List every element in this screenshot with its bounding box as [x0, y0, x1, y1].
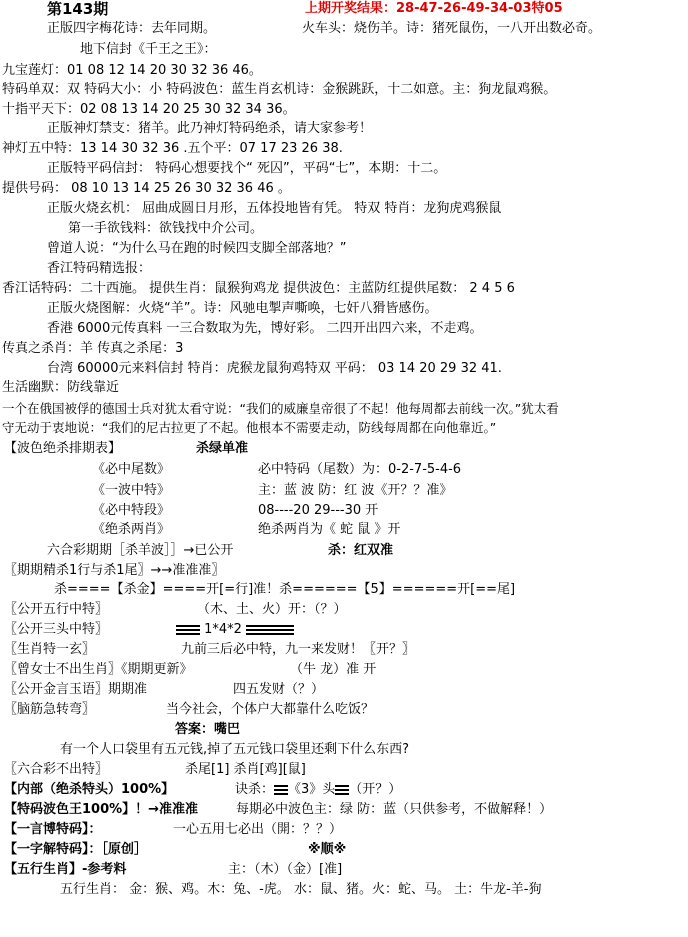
sha-lv-label: 杀绿单准: [196, 441, 249, 456]
row-value: 九前三后必中特，九一来发财！〖开？〗: [181, 642, 416, 657]
row-label: 〖公开金言玉语〗期期准: [4, 682, 148, 697]
text-line: 第一手欲钱料：欲钱找中介公司。: [68, 221, 264, 236]
row-value: （木、土、火）开：（？）: [197, 602, 347, 617]
row-label: 〖生肖特一玄〗: [4, 642, 96, 657]
row-value: 一心五用七必出（開：？？）: [173, 822, 343, 837]
row-value: [235, 782, 401, 798]
text-line: 九宝莲灯：01 08 12 14 20 30 32 36 46。: [2, 63, 262, 78]
text-line: 有一个人口袋里有五元钱,掉了五元钱口袋里还剩下什么东西?: [60, 742, 410, 757]
text-line: 地下信封《千王之王》：: [80, 42, 217, 57]
text-line: 香江话特码：二十西施。 提供生肖：鼠猴狗鸡龙 提供波色：主蓝防红提供尾数： 2 4 5 6: [2, 281, 515, 296]
head-value: 《3》头: [288, 782, 336, 797]
row-value: [176, 622, 294, 638]
text-line: 〖期期精杀1行与杀1尾〗→→准准准〗: [4, 563, 225, 578]
row-value: 必中特码（尾数）为：0-2-7-5-4-6: [258, 462, 462, 477]
text-line: 正版火烧玄机： 屈曲成圆日月形，五体投地皆有凭。 特双 特肖：龙狗虎鸡猴鼠: [47, 201, 502, 216]
text-line: 生活幽默：防线靠近: [2, 380, 120, 395]
text-line: 香江特码精选报：: [47, 261, 152, 276]
text-line: 正版火烧图解：火烧“羊”。诗：风驰电掣声嘶唤，七奸八猾皆感伤。: [47, 301, 438, 316]
row-label: 《必中特段》: [92, 503, 171, 518]
row-value: 杀尾[1] 杀肖[鸡][鼠]: [185, 762, 306, 777]
row-label: 〖公开五行中特〗: [4, 602, 109, 617]
bose-title: 【波色绝杀排期表】: [4, 441, 122, 456]
row-value: （牛 龙）准 开: [290, 662, 377, 677]
row-value: 每期必中波色主：绿 防：蓝（只供参考，不做解释！）: [236, 802, 553, 817]
row-label: 【一言博特码】：: [4, 822, 102, 837]
sha-hs-label: 杀：红双准: [328, 543, 394, 558]
row-value: 08----20 29---30 开: [258, 503, 379, 518]
row-label: 《一波中特》: [92, 483, 171, 498]
text-line: 特码单双：双 特码大小：小 特码波色：蓝生肖玄机诗：金猴跳跃，十二如意。主：狗龙鼠鸡猴。: [2, 82, 557, 97]
bar-icon: [246, 623, 270, 637]
open-status: （开？）: [349, 782, 402, 797]
row-label: 〖六合彩不出特〗: [4, 762, 109, 777]
bar-icon: [176, 623, 200, 637]
text-line: 传真之杀肖：羊 传真之杀尾：3: [2, 341, 184, 356]
row-value: 主：（木）（金）[准]: [228, 862, 343, 877]
text-line: 香港 6000元传真料 一三合数取为先，博好彩。 二四开出四六来，不走鸡。: [47, 321, 483, 336]
row-label: 【内部（绝杀特头）100%】: [4, 782, 175, 797]
bar-icon: [335, 783, 349, 797]
row-label: 【五行生肖】-参考料: [4, 862, 127, 877]
text-line: 曾道人说：“为什么马在跑的时候四支脚全部落地？”: [47, 241, 347, 256]
issue-number: 第143期: [47, 0, 109, 18]
text-line: 正版特平码信封： 特码心想要找个“ 死囚”，平码“七”，本期：十二。: [47, 161, 447, 176]
row-label: 《必中尾数》: [92, 462, 171, 477]
row-label: 【特码波色王100%】！→准准准: [4, 802, 199, 817]
row-value: 主：蓝 波 防：红 波《开？？准》: [258, 483, 453, 498]
row-value: ※顺※: [308, 842, 347, 857]
bar-icon: [270, 623, 294, 637]
text-line: 六合彩期期［杀羊波］］→已公开: [47, 543, 234, 558]
row-label: 〖脑筋急转弯〗: [4, 702, 96, 717]
text-line: 火车头：烧伤羊。诗：猪死鼠伤，一八开出数必奇。: [302, 21, 602, 36]
text-line: 提供号码： 08 10 13 14 25 26 30 32 36 46 。: [2, 181, 291, 196]
row-label: 《绝杀两肖》: [92, 522, 171, 537]
row-label: 〖公开三头中特〗: [4, 622, 109, 637]
text-line: 台湾 60000元来料信封 特肖：虎猴龙鼠狗鸡特双 平码： 03 14 20 29 32 41.: [47, 361, 502, 376]
text-line: 守无动于衷地说：“我们的尼古拉更了不起。他根本不需要走动，防线每周都在向他靠近。”: [2, 420, 497, 435]
text-line: 正版四字梅花诗：去年同期。: [47, 21, 217, 36]
row-value: 当今社会，个体户大都靠什么吃饭？: [166, 702, 375, 717]
text-line: 杀====【杀金】====开[=行]准！杀======【5】======开[==尾]: [54, 582, 516, 597]
last-result: 上期开奖结果：28-47-26-49-34-03特05: [305, 1, 563, 16]
bar-icon: [274, 783, 288, 797]
row-value: 绝杀两肖为《 蛇 鼠 》开: [258, 522, 401, 537]
text-line: 神灯五中特：13 14 30 32 36 .五个平：07 17 23 26 38.: [2, 141, 343, 156]
text-line: 一个在俄国被俘的德国士兵对犹太看守说：“我们的威廉皇帝很了不起！他每周都去前线一次。”犹太看: [2, 401, 559, 416]
row-label: 【一字解特码】：［原创］: [4, 842, 148, 857]
row-label: 〖曾女士不出生肖〗《期期更新》: [4, 662, 193, 677]
text-line: 五行生肖： 金：猴、鸡。木：兔、-虎。 水：鼠、猪。火：蛇、马。 土：牛龙-羊-狗: [60, 882, 542, 897]
row-value: 四五发财（？）: [233, 682, 325, 697]
text-line: 正版神灯禁支：猪羊。此乃神灯特码绝杀，请大家参考！: [47, 121, 373, 136]
jue-sha-label: 诀杀：: [235, 782, 275, 797]
three-heads-value: 1*4*2: [204, 622, 242, 637]
answer: 答案：嘴巴: [175, 722, 241, 737]
text-line: 十指平天下：02 08 13 14 20 25 30 32 34 36。: [2, 102, 296, 117]
